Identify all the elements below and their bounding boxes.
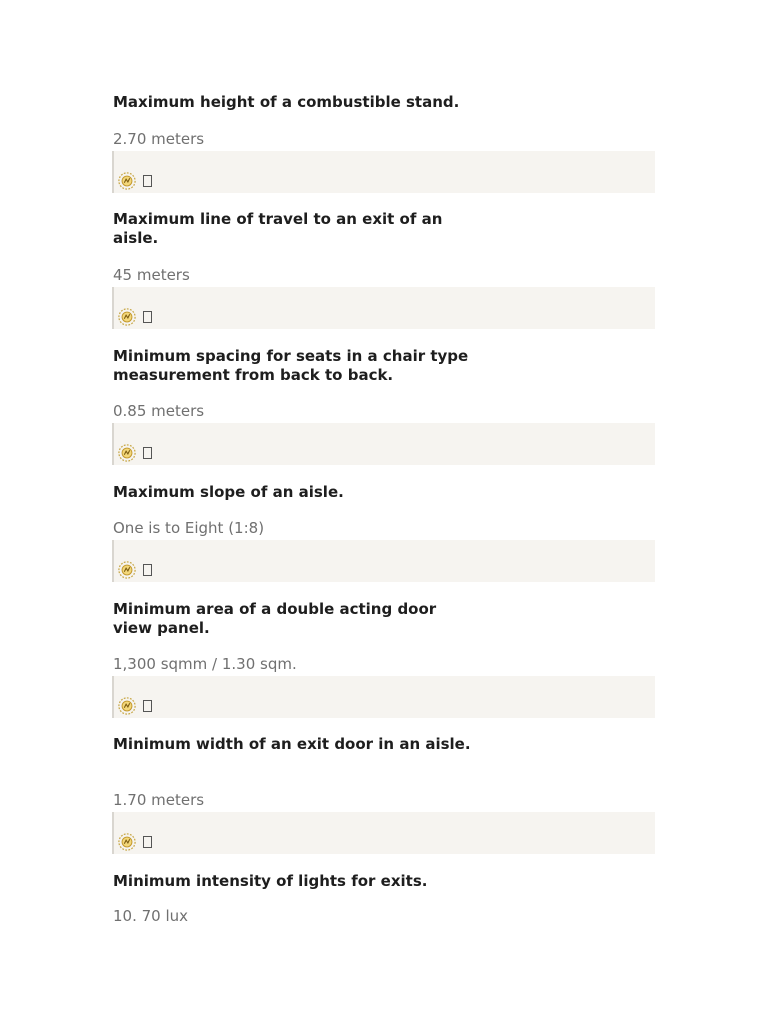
empty-square-icon[interactable] (143, 564, 152, 576)
answer-toolbar[interactable] (112, 423, 655, 465)
empty-square-icon[interactable] (143, 447, 152, 459)
qa-item (113, 210, 473, 248)
sun-badge-icon[interactable] (118, 833, 136, 851)
question-text: Maximum slope of an aisle. (113, 483, 344, 501)
sun-badge-icon[interactable] (118, 697, 136, 715)
empty-square-icon[interactable] (143, 700, 152, 712)
qa-item (113, 347, 473, 385)
question-text: Minimum spacing for seats in a chair type measurement from back to back. (113, 347, 469, 384)
question-text: Maximum line of travel to an exit of an aisle. (113, 210, 443, 247)
answer-text: 45 meters (113, 266, 190, 284)
answer-toolbar[interactable] (112, 676, 655, 718)
sun-badge-icon[interactable] (118, 308, 136, 326)
answer-text: 10. 70 lux (113, 907, 189, 925)
answer-text: One is to Eight (1:8) (113, 519, 265, 537)
sun-badge-icon[interactable] (118, 561, 136, 579)
question-text: Maximum height of a combustible stand. (113, 93, 460, 111)
answer-text: 1,300 sqmm / 1.30 sqm. (113, 655, 297, 673)
empty-square-icon[interactable] (143, 311, 152, 323)
answer-text: 1.70 meters (113, 791, 205, 809)
empty-square-icon[interactable] (143, 836, 152, 848)
question-text: Minimum width of an exit door in an aisle. (113, 735, 471, 753)
sun-badge-icon[interactable] (118, 172, 136, 190)
answer-text: 2.70 meters (113, 130, 205, 148)
qa-item (113, 735, 473, 754)
qa-item (113, 483, 473, 502)
question-text: Minimum area of a double acting door view panel. (113, 600, 437, 637)
qa-item (113, 872, 473, 891)
question-text: Minimum intensity of lights for exits. (113, 872, 428, 890)
qa-item (113, 93, 473, 112)
qa-item (113, 600, 473, 638)
answer-toolbar[interactable] (112, 151, 655, 193)
answer-toolbar[interactable] (112, 812, 655, 854)
answer-toolbar[interactable] (112, 540, 655, 582)
empty-square-icon[interactable] (143, 175, 152, 187)
answer-toolbar[interactable] (112, 287, 655, 329)
answer-text: 0.85 meters (113, 402, 205, 420)
sun-badge-icon[interactable] (118, 444, 136, 462)
